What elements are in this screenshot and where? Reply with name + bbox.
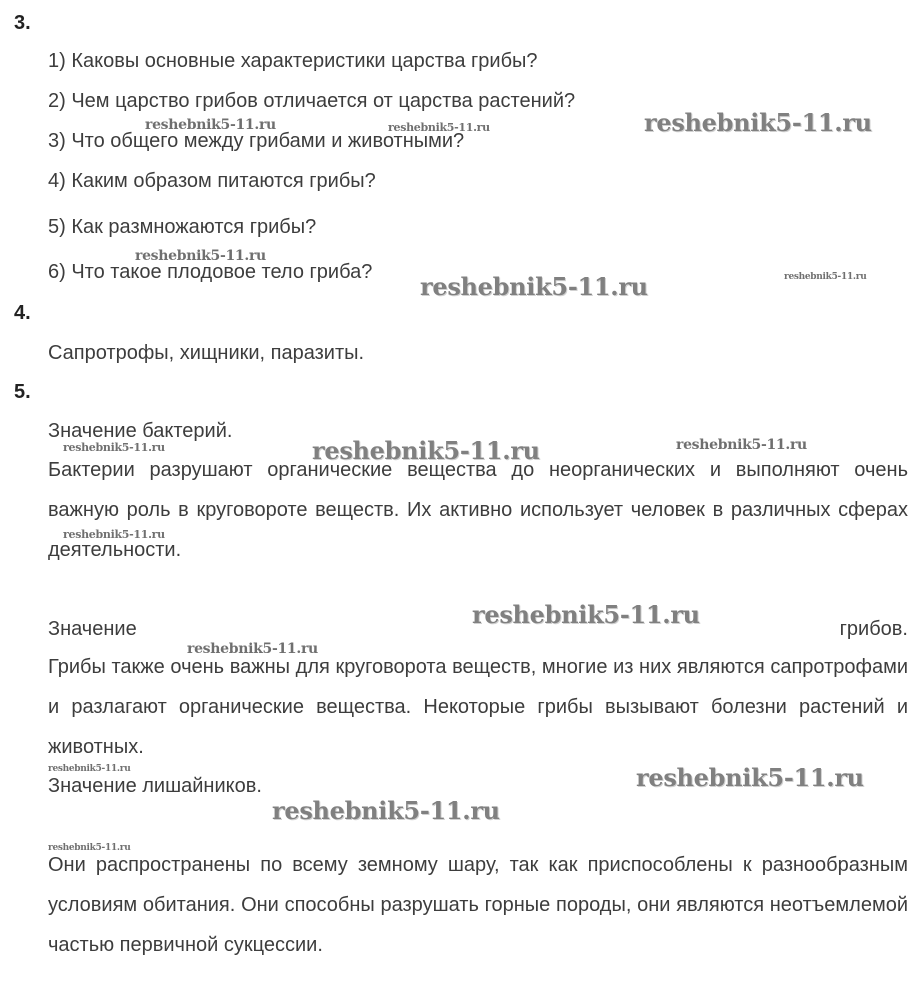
fungi-paragraph: Грибы также очень важны для круговорота веществ, многие из них являются сапротрофами и разлагают органические вещества. Некоторые грибы вызывают болезни растений и животных. xyxy=(48,656,908,758)
watermark: reshebnik5-11.ru xyxy=(63,528,165,541)
fungi-heading-word1: Значение xyxy=(48,618,137,640)
watermark: reshebnik5-11.ru xyxy=(636,763,864,792)
section-number-5: 5. xyxy=(14,381,31,403)
watermark: reshebnik5-11.ru xyxy=(187,641,318,657)
watermark: reshebnik5-11.ru xyxy=(472,600,700,629)
watermark: reshebnik5-11.ru xyxy=(63,441,165,454)
watermark: reshebnik5-11.ru xyxy=(644,108,872,137)
watermark: reshebnik5-11.ru xyxy=(135,248,266,264)
fungi-heading-word2: грибов. xyxy=(839,618,908,640)
question-6: 6) Что такое плодовое тело гриба? xyxy=(48,261,373,283)
watermark: reshebnik5-11.ru xyxy=(145,117,276,133)
section-number-4: 4. xyxy=(14,302,31,324)
question-3: 3) Что общего между грибами и животными? xyxy=(48,130,465,152)
bacteria-heading: Значение бактерий. xyxy=(48,420,233,442)
watermark: reshebnik5-11.ru xyxy=(784,272,867,282)
lichens-heading: Значение лишайников. xyxy=(48,775,262,797)
watermark: reshebnik5-11.ru xyxy=(312,436,540,465)
bacteria-paragraph: Бактерии разрушают органические вещества до неорганических и выполняют очень важную роль в круговороте веществ. Их активно использует человек в различных сферах деятельности. xyxy=(48,459,908,561)
lichens-paragraph: Они распространены по всему земному шару, так как приспособлены к разнообразным условиям обитания. Они способны разрушать горные породы, они являются неотъемлемой частью первичной сукцессии. xyxy=(48,854,908,956)
watermark: reshebnik5-11.ru xyxy=(676,437,807,453)
watermark: reshebnik5-11.ru xyxy=(48,764,131,774)
watermark: reshebnik5-11.ru xyxy=(420,272,648,301)
watermark: reshebnik5-11.ru xyxy=(272,796,500,825)
question-2: 2) Чем царство грибов отличается от царства растений? xyxy=(48,90,576,112)
watermark: reshebnik5-11.ru xyxy=(48,843,131,853)
question-1: 1) Каковы основные характеристики царства грибы? xyxy=(48,50,538,72)
section4-answer: Сапротрофы, хищники, паразиты. xyxy=(48,342,365,364)
question-4: 4) Каким образом питаются грибы? xyxy=(48,170,376,192)
section-number-3: 3. xyxy=(14,12,31,34)
watermark: reshebnik5-11.ru xyxy=(388,121,490,134)
question-5: 5) Как размножаются грибы? xyxy=(48,216,317,238)
